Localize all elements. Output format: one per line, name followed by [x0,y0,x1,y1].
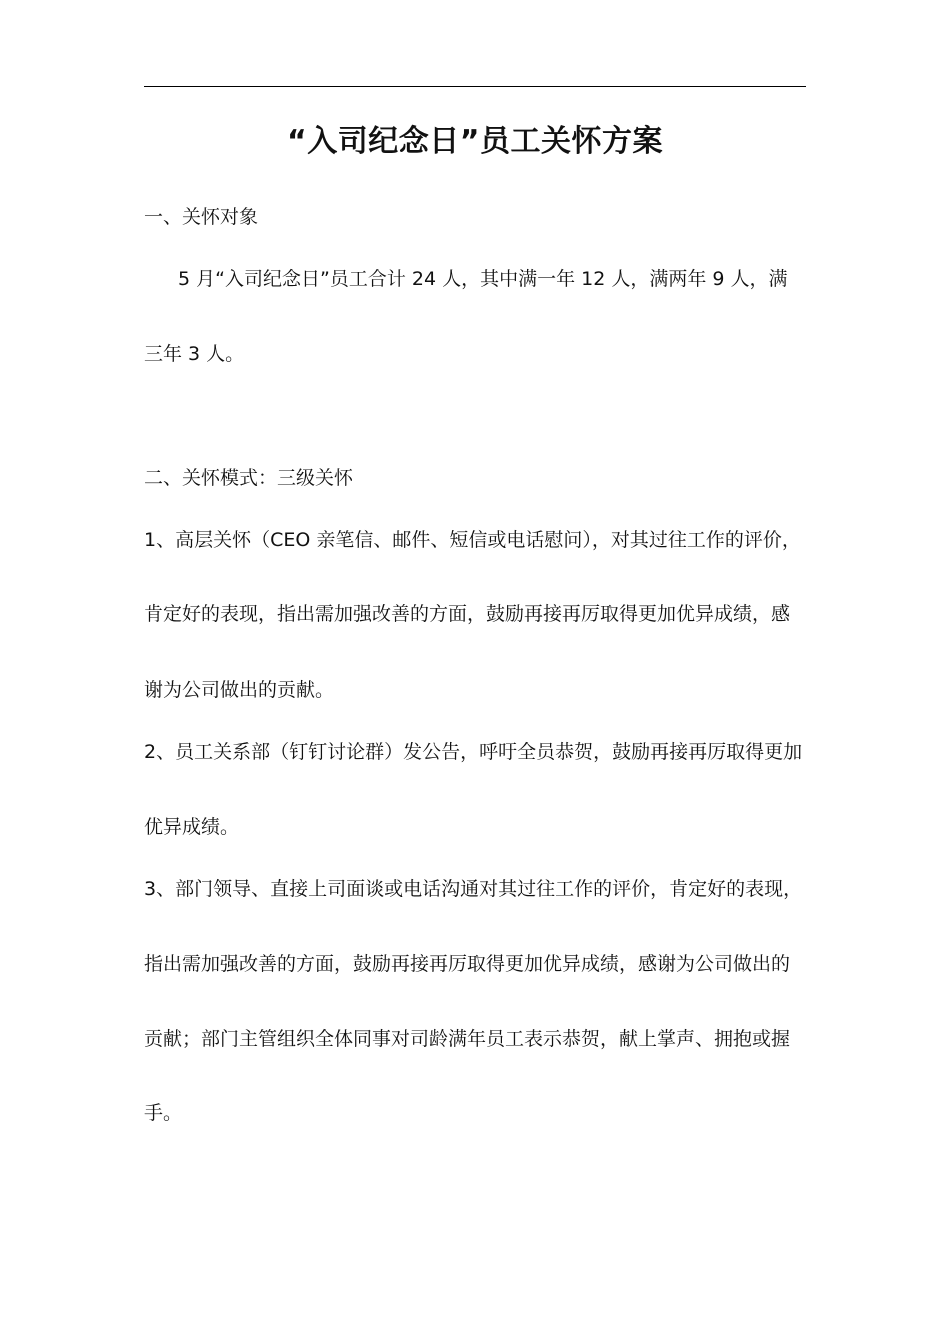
document-title: “入司纪念日”员工关怀方案 [287,124,663,159]
list-item-1-line: 1、高层关怀（CEO 亲笔信、邮件、短信或电话慰问），对其过往工作的评价， [144,529,801,551]
list-item-1-line: 肯定好的表现，指出需加强改善的方面，鼓励再接再厉取得更加优异成绩，感 [144,603,791,625]
list-item-3-line: 指出需加强改善的方面，鼓励再接再厉取得更加优异成绩，感谢为公司做出的 [144,953,791,975]
paragraph-line: 三年 3 人。 [144,343,245,365]
list-item-2-line: 优异成绩。 [144,816,240,838]
section-heading-care-targets: 一、关怀对象 [144,206,259,228]
list-item-3-line: 3、部门领导、直接上司面谈或电话沟通对其过往工作的评价，肯定好的表现， [144,878,803,900]
list-item-3-line: 贡献；部门主管组织全体同事对司龄满年员工表示恭贺，献上掌声、拥抱或握 [144,1028,791,1050]
list-item-2-line: 2、员工关系部（钉钉讨论群）发公告，呼吁全员恭贺，鼓励再接再厉取得更加 [144,741,803,763]
paragraph-line: 5 月“入司纪念日”员工合计 24 人，其中满一年 12 人，满两年 9 人，满 [178,268,788,290]
header-rule [144,86,806,87]
section-heading-care-mode: 二、关怀模式：三级关怀 [144,467,354,489]
list-item-3-line: 手。 [144,1102,183,1124]
list-item-1-line: 谢为公司做出的贡献。 [144,679,335,701]
